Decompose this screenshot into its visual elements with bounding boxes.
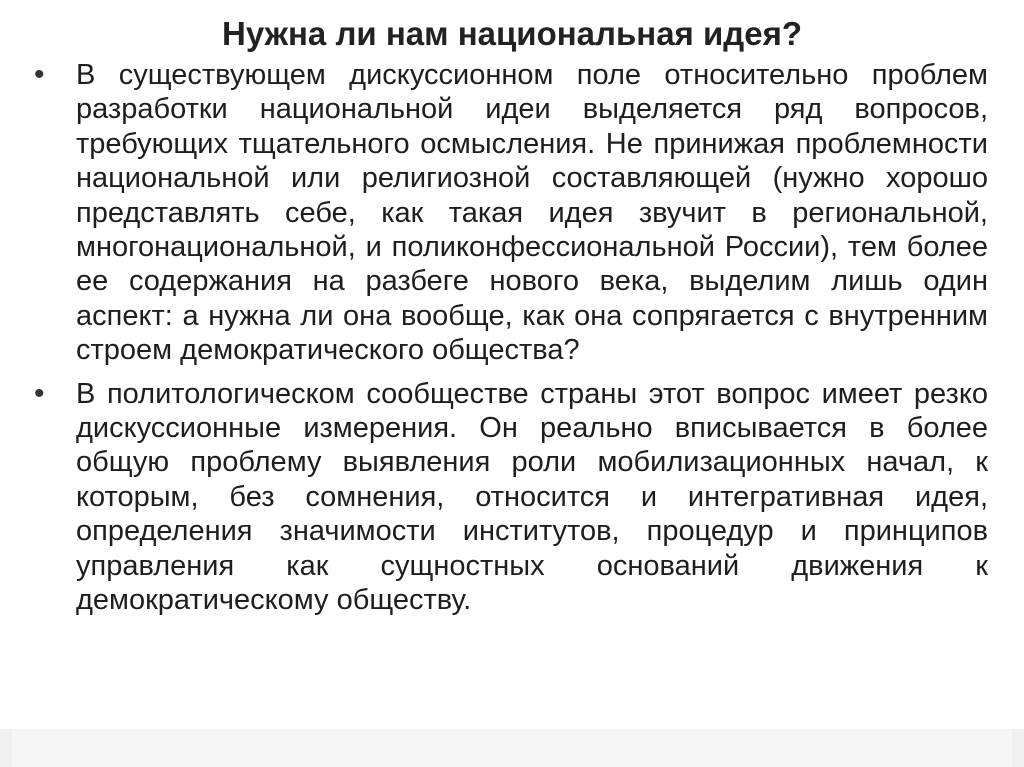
bullet-item-1: [34, 58, 988, 368]
slide-title: Нужна ли нам национальная идея?: [222, 15, 802, 52]
bullet-dot-icon: •: [34, 58, 45, 91]
bullet-item-2: [34, 377, 988, 618]
bullet-text-2: В политологическом сообществе страны этот вопрос имеет резко дискуссионные измерения. Он реально вписывается в более общую проблему выявления роли мобилизационных начал, к которым, без сомнения, относится и интегративная идея, определения значимости институтов, процедур и принципов управления как сущностных оснований движения к демократическому обществу.: [76, 377, 988, 617]
bottom-strip: [0, 729, 1024, 767]
bullet-list: [34, 58, 988, 627]
bullet-text-1: В существующем дискуссионном поле относительно проблем разработки национальной идеи выделяется ряд вопросов, требующих тщательного осмысления. Не принижая проблемности национальной или религиозной составляющей (нужно хорошо представлять себе, как такая идея звучит в региональной, многонациональной, и поликонфессиональной России), тем более ее содержания на разбеге нового века, выделим лишь один аспект: а нужна ли она вообще, как она сопрягается с внутренним строем демократического общества?: [76, 59, 988, 367]
bottom-strip-inner: [12, 729, 1012, 767]
bullet-dot-icon: •: [34, 376, 45, 410]
